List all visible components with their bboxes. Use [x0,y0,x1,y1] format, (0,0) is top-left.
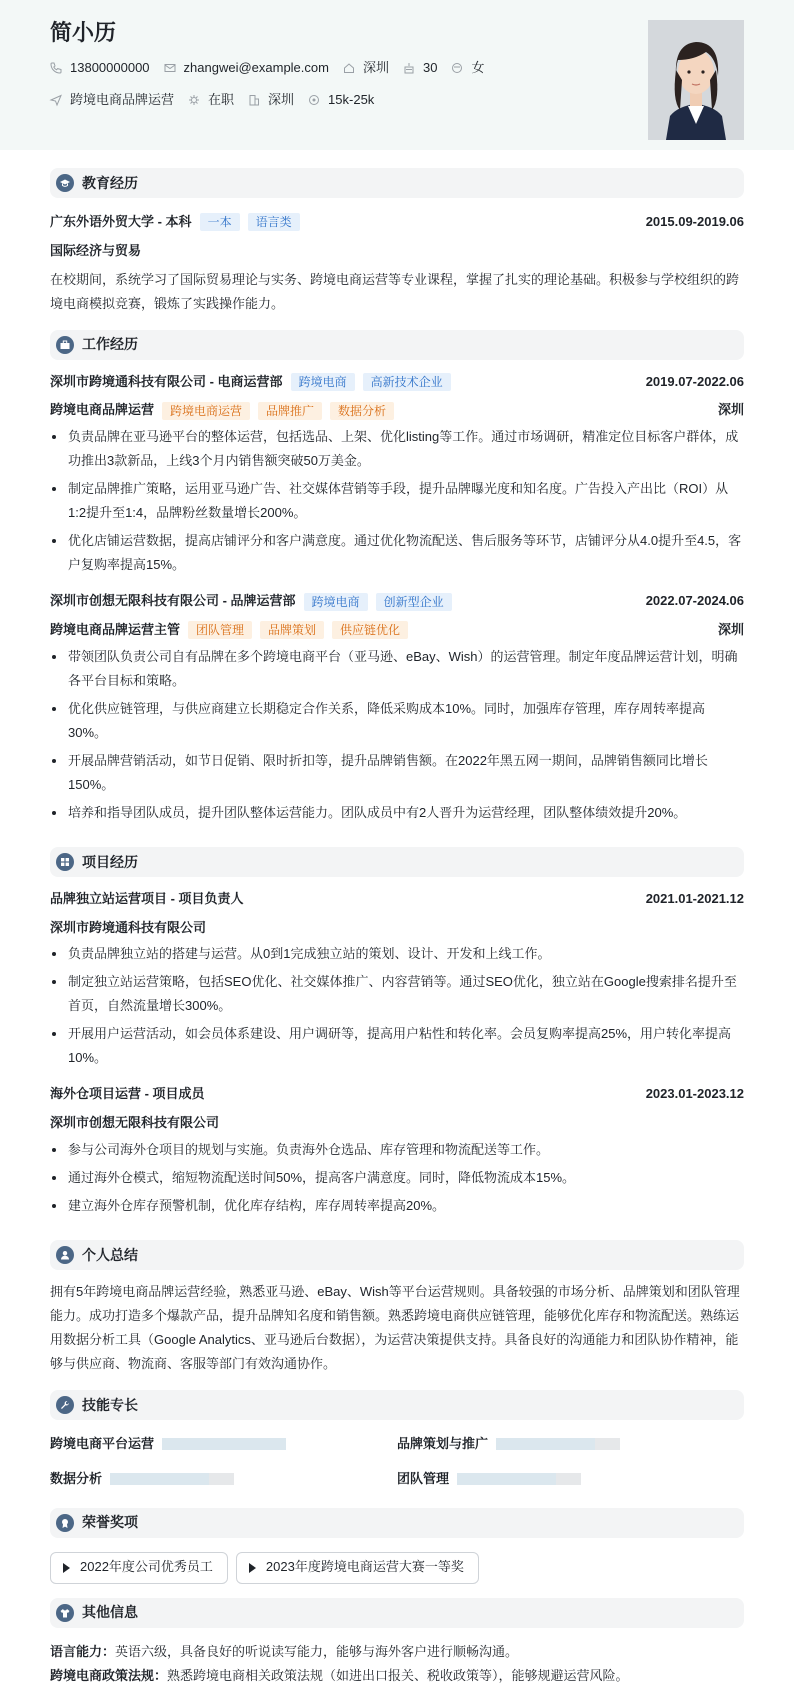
role-tag: 团队管理 [188,621,252,639]
skill-bar-fill [496,1438,595,1450]
work-city: 深圳 [717,402,744,418]
award-item [236,1552,479,1584]
project-bullets [50,1138,744,1218]
project-entry [50,1084,744,1218]
list-item: 优化供应链管理，与供应商建立长期稳定合作关系，降低采购成本10%。同时，加强库存管理，库存周转率提高30%。 [50,697,744,745]
work-bullets [50,425,744,577]
gender-text: 女 [471,59,485,75]
education-description: 在校期间，系统学习了国际贸易理论与实务、跨境电商运营等专业课程，掌握了扎实的理论基础。积极参与学校组织的跨境电商模拟竞赛，锻炼了实践操作能力。 [50,271,740,311]
age-text: 30 [422,59,438,75]
school-name: 广东外语外贸大学 - 本科 [50,214,192,229]
list-item: 参与公司海外仓项目的规划与实施。负责海外仓选品、库存管理和物流配送等工作。 [50,1138,744,1162]
home-icon [343,62,355,74]
role-tag: 品牌策划 [260,621,324,639]
phone-text: 13800000000 [70,59,150,75]
wrench-icon [56,1396,74,1414]
salary-text: 15k-25k [328,91,375,107]
section-title-projects: 项目经历 [82,853,138,870]
project-company: 深圳市跨境通科技有限公司 [50,919,207,935]
project-date: 2023.01-2023.12 [645,1086,744,1102]
list-item: 培养和指导团队成员，提升团队整体运营能力。团队成员中有2人晋升为运营经理，团队整体绩效提升20%。 [50,801,744,825]
section-title-skills: 技能专长 [82,1396,138,1413]
company-tag: 跨境电商 [291,373,355,391]
list-item: 开展用户运营活动，如会员体系建设、用户调研等，提高用户粘性和转化率。会员复购率提高25%，用户转化率提高10%。 [50,1022,744,1070]
award-text: 2022年度公司优秀员工 [80,1559,213,1575]
award-item [50,1552,228,1584]
other-label: 语言能力： [50,1643,116,1659]
section-work [50,330,744,360]
mail-icon [164,62,176,74]
role-tag: 数据分析 [330,402,394,420]
role-tag: 供应链优化 [332,621,408,639]
city-text: 深圳 [362,59,389,75]
skills-grid [50,1434,744,1490]
skill-bar-fill [162,1438,286,1450]
email-text: zhangwei@example.com [183,59,329,75]
skill-bar-fill [457,1473,556,1485]
school-tag: 一本 [200,213,240,231]
work-entry [50,372,744,578]
list-item: 建立海外仓库存预警机制，优化库存结构，库存周转率提高20%。 [50,1194,744,1218]
project-company: 深圳市创想无限科技有限公司 [50,1115,220,1131]
school-tag: 语言类 [248,213,300,231]
list-item: 负责品牌独立站的搭建与运营。从0到1完成独立站的策划、设计、开发和上线工作。 [50,942,744,966]
salary-icon [308,94,320,106]
section-other [50,1598,744,1628]
play-icon [249,1563,256,1573]
project-entry [50,889,744,1071]
project-title: 品牌独立站运营项目 - 项目负责人 [50,890,244,906]
salary-item [308,90,374,111]
section-title-work: 工作经历 [82,336,138,353]
status-text: 在职 [208,91,235,107]
project-bullets [50,942,744,1070]
briefcase-icon [56,336,74,354]
work-date: 2022.07-2024.06 [645,593,744,609]
list-item: 带领团队负责公司自有品牌在多个跨境电商平台（亚马逊、eBay、Wish）的运营管理。制定年度品牌运营计划，明确各平台目标和策略。 [50,645,744,693]
city-item [343,58,389,79]
building-icon [248,94,260,106]
skill-item [50,1434,397,1455]
other-label: 跨境电商政策法规： [50,1667,168,1683]
gender-item [451,58,484,79]
company-name: 深圳市跨境通科技有限公司 - 电商运营部 [50,373,283,389]
gender-icon [451,62,463,74]
medal-icon [56,1514,74,1532]
position-text: 跨境电商品牌运营 [70,91,175,107]
skill-name: 品牌策划与推广 [397,1435,489,1451]
work-entry [50,591,744,825]
send-icon [50,94,62,106]
section-title-awards: 荣誉奖项 [82,1514,138,1531]
email-item [164,58,329,79]
graduation-cap-icon [56,174,74,192]
skill-bar-fill [110,1473,209,1485]
user-icon [56,1246,74,1264]
project-date: 2021.01-2021.12 [645,890,744,906]
profile-photo [648,20,744,140]
age-item [403,58,437,79]
section-title-education: 教育经历 [82,174,138,191]
position-item [50,90,174,111]
skill-name: 数据分析 [50,1470,103,1486]
project-title: 海外仓项目运营 - 项目成员 [50,1086,205,1102]
list-item: 通过海外仓模式，缩短物流配送时间50%，提高客户满意度。同时，降低物流成本15%。 [50,1166,744,1190]
skill-name: 跨境电商平台运营 [50,1435,155,1451]
skill-item [397,1434,744,1455]
skill-bar [457,1473,581,1485]
list-item: 开展品牌营销活动，如节日促销、限时折扣等，提升品牌销售额。在2022年黑五网一期间，品牌销售额同比增长150%。 [50,749,744,797]
work-city: 深圳 [717,621,744,637]
status-icon [188,94,200,106]
major-name: 国际经济与贸易 [50,242,142,258]
candidate-name: 简小历 [50,20,117,45]
shirt-icon [56,1604,74,1622]
resume-body [0,168,794,1688]
role-name: 跨境电商品牌运营 [50,402,155,418]
awards-list [50,1552,744,1584]
summary-text: 拥有5年跨境电商品牌运营经验，熟悉亚马逊、eBay、Wish等平台运营规则。具备较强的市场分析、品牌策划和团队管理能力。成功打造多个爆款产品，提升品牌知名度和销售额。熟悉跨境电商供应链管理，能够优化库存和物流配送。熟练运用数据分析工具（Google Analytics、亚马逊后台数据），为运营决策提供支持。具备良好的沟通能力和团队协作精神，能够与供应商、物流商、客服等部门有效沟通协作。 [50,1283,740,1371]
list-item: 优化店铺运营数据，提高店铺评分和客户满意度。通过优化物流配送、售后服务等环节，店铺评分从4.0提升至4.5，客户复购率提高15%。 [50,529,744,577]
skill-bar [496,1438,620,1450]
education-date: 2015.09-2019.06 [645,214,744,229]
grid-icon [56,853,74,871]
work-date: 2019.07-2022.06 [645,373,744,389]
role-tag: 跨境电商运营 [162,402,250,420]
education-entry [50,212,744,316]
phone-item [50,58,150,79]
play-icon [63,1563,70,1573]
company-name: 深圳市创想无限科技有限公司 - 品牌运营部 [50,593,296,609]
other-text: 英语六级，具备良好的听说读写能力，能够与海外客户进行顺畅沟通。 [115,1643,519,1659]
section-skills [50,1390,744,1420]
section-summary [50,1240,744,1270]
age-icon [403,62,415,74]
section-title-summary: 个人总结 [82,1246,138,1263]
other-line [50,1640,744,1664]
list-item: 制定独立站运营策略，包括SEO优化、社交媒体推广、内容营销等。通过SEO优化，独立站在Google搜索排名提升至首页，自然流量增长300%。 [50,970,744,1018]
award-text: 2023年度跨境电商运营大赛一等奖 [265,1559,464,1575]
role-name: 跨境电商品牌运营主管 [50,621,181,637]
skill-name: 团队管理 [397,1470,450,1486]
section-education [50,168,744,198]
company-tag: 创新型企业 [376,593,452,611]
role-tag: 品牌推广 [258,402,322,420]
section-projects [50,847,744,877]
other-info [50,1640,744,1688]
company-tag: 高新技术企业 [363,373,451,391]
other-line [50,1664,744,1688]
skill-item [397,1469,744,1490]
resume-header [0,0,794,150]
skill-bar [162,1438,286,1450]
skill-bar [110,1473,234,1485]
work-bullets [50,645,744,825]
list-item: 负责品牌在亚马逊平台的整体运营，包括选品、上架、优化listing等工作。通过市场调研，精准定位目标客户群体，成功推出3款新品，上线3个月内销售额突破50万美金。 [50,425,744,473]
other-text: 熟悉跨境电商相关政策法规（如进出口报关、税收政策等），能够规避运营风险。 [167,1667,629,1683]
list-item: 制定品牌推广策略，运用亚马逊广告、社交媒体营销等手段，提升品牌曝光度和知名度。广告投入产出比（ROI）从1:2提升至1:4，品牌粉丝数量增长200%。 [50,477,744,525]
phone-icon [50,62,62,74]
target-city-text: 深圳 [268,91,295,107]
company-tag: 跨境电商 [304,593,368,611]
section-title-other: 其他信息 [82,1604,138,1621]
status-item [188,90,234,111]
section-awards [50,1508,744,1538]
target-city-item [248,90,294,111]
skill-item [50,1469,397,1490]
